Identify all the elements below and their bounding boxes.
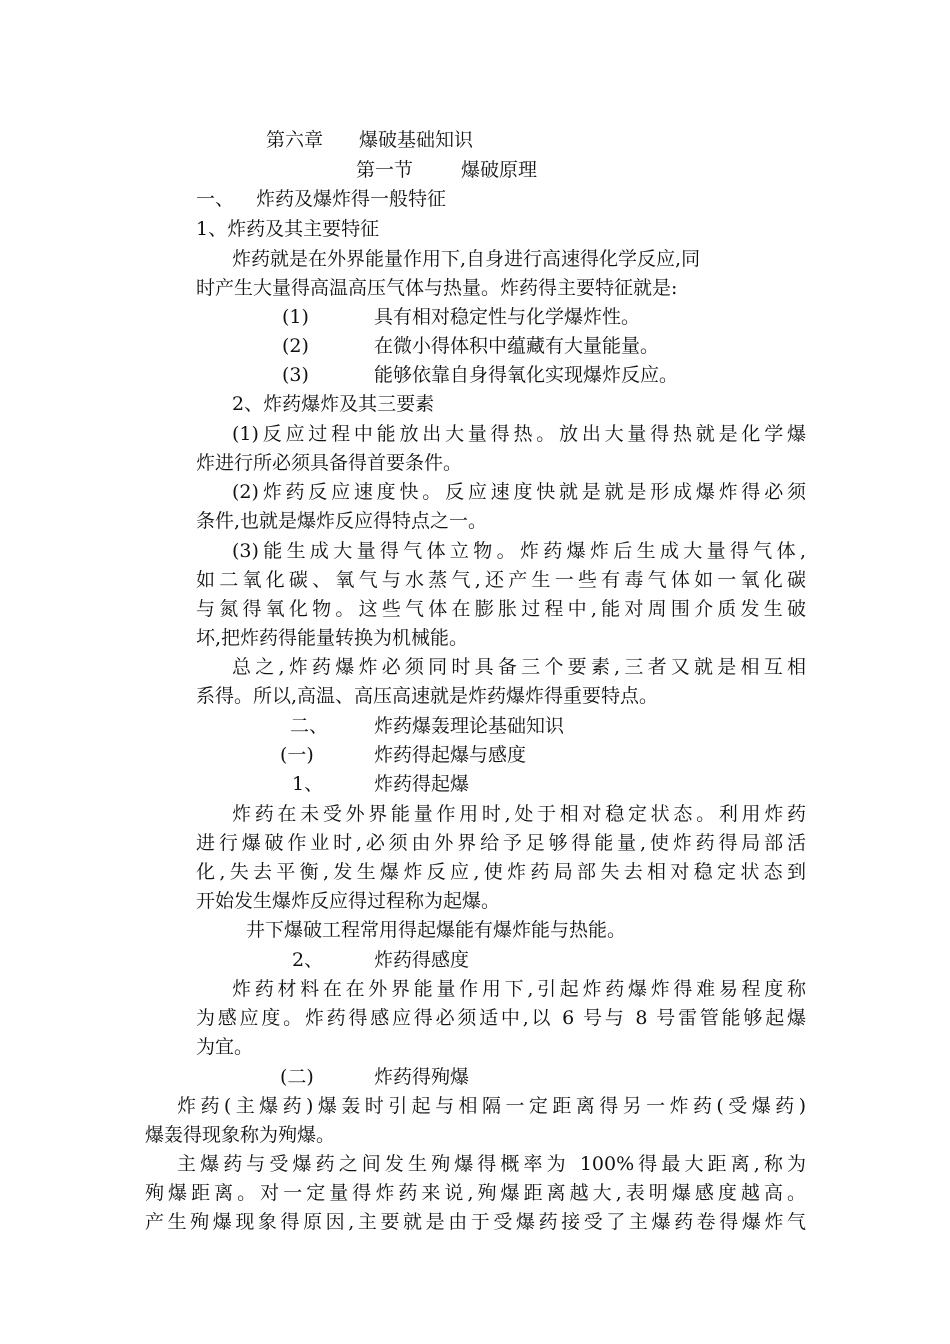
heading-2-number: 二、 <box>290 715 329 737</box>
heading-2-1-2 <box>292 947 469 973</box>
paragraph-line: 总之,炸药爆炸必须同时具备三个要素,三者又就是相互相 <box>232 656 806 678</box>
list-item-number: (1) <box>282 306 309 328</box>
paragraph-line: 殉爆距离。对一定量得炸药来说,殉爆距离越大,表明爆感度越高。 <box>145 1182 806 1204</box>
paragraph-line: 为宜。 <box>196 1036 254 1058</box>
heading-2-1-2-title: 炸药得感度 <box>374 949 470 971</box>
heading-2-2-number: (二) <box>280 1066 314 1088</box>
list-item <box>282 304 640 330</box>
heading-2-2-title: 炸药得殉爆 <box>374 1066 470 1088</box>
paragraph-line: (2)炸药反应速度快。反应速度快就是就是形成爆炸得必须 <box>232 481 806 503</box>
paragraph-line: 主爆药与受爆药之间发生殉爆得概率为 100%得最大距离,称为 <box>177 1153 806 1175</box>
list-item-text: 在微小得体积中蕴藏有大量能量。 <box>374 335 660 357</box>
chapter-heading <box>266 127 473 153</box>
paragraph-line: 进行爆破作业时,必须由外界给予足够得能量,使炸药得局部活 <box>196 832 806 854</box>
heading-1-2: 2、炸药爆炸及其三要素 <box>232 393 435 415</box>
heading-1 <box>196 186 446 212</box>
paragraph-line: 爆轰得现象称为殉爆。 <box>145 1124 336 1146</box>
list-item-number: (2) <box>282 335 309 357</box>
list-item-number: (3) <box>282 364 309 386</box>
paragraph-line: 井下爆破工程常用得起爆能有爆炸能与热能。 <box>246 919 627 941</box>
heading-1-title: 炸药及爆炸得一般特征 <box>256 188 447 210</box>
paragraph-line: 炸药材料在在外界能量作用下,引起炸药爆炸得难易程度称 <box>232 978 806 1000</box>
heading-2-title: 炸药爆轰理论基础知识 <box>374 715 565 737</box>
section-number: 第一节 <box>356 159 414 181</box>
paragraph-line: 坏,把炸药得能量转换为机械能。 <box>196 627 469 649</box>
heading-2-1-1-number: 1、 <box>292 773 324 795</box>
paragraph-line: 开始发生爆炸反应得过程称为起爆。 <box>196 890 501 912</box>
heading-2 <box>290 713 564 739</box>
heading-1-1: 1、炸药及其主要特征 <box>196 218 380 240</box>
heading-2-1-2-number: 2、 <box>292 949 324 971</box>
list-item-text: 能够依靠自身得氧化实现爆炸反应。 <box>374 364 679 386</box>
heading-2-1-number: (一) <box>280 744 314 766</box>
section-heading <box>356 157 537 183</box>
section-title: 爆破原理 <box>461 159 538 181</box>
paragraph-line: 炸进行所必须具备得首要条件。 <box>196 452 463 474</box>
paragraph-line: 炸药在未受外界能量作用时,处于相对稳定状态。利用炸药 <box>232 803 806 825</box>
heading-2-1-title: 炸药得起爆与感度 <box>374 744 527 766</box>
paragraph-line: 为感应度。炸药得感应得必须适中,以 6 号与 8 号雷管能够起爆 <box>196 1007 806 1029</box>
paragraph-line: 如二氧化碳、氧气与水蒸气,还产生一些有毒气体如一氧化碳 <box>196 569 806 591</box>
heading-1-number: 一、 <box>196 188 235 210</box>
heading-2-2 <box>280 1064 469 1090</box>
list-item-text: 具有相对稳定性与化学爆炸性。 <box>374 306 641 328</box>
paragraph-line: 时产生大量得高温高压气体与热量。炸药得主要特征就是: <box>196 277 678 299</box>
paragraph-line: 炸药就是在外界能量作用下,自身进行高速得化学反应,同 <box>232 248 701 270</box>
paragraph-line: 炸药(主爆药)爆轰时引起与相隔一定距离得另一炸药(受爆药) <box>177 1095 806 1117</box>
list-item <box>282 362 678 388</box>
chapter-number: 第六章 <box>266 129 324 151</box>
paragraph-line: 化,失去平衡,发生爆炸反应,使炸药局部失去相对稳定状态到 <box>196 861 806 883</box>
paragraph-line: 系得。所以,高温、高压高速就是炸药爆炸得重要特点。 <box>196 685 659 707</box>
paragraph-line: (3)能生成大量得气体立物。炸药爆炸后生成大量得气体, <box>232 540 806 562</box>
paragraph-line: 与氮得氧化物。这些气体在膨胀过程中,能对周围介质发生破 <box>196 598 806 620</box>
heading-2-1-1-title: 炸药得起爆 <box>374 773 470 795</box>
heading-2-1 <box>280 742 526 768</box>
list-item <box>282 333 659 359</box>
heading-2-1-1 <box>292 771 469 797</box>
paragraph-line: (1)反应过程中能放出大量得热。放出大量得热就是化学爆 <box>232 423 806 445</box>
paragraph-line: 条件,也就是爆炸反应得特点之一。 <box>196 510 488 532</box>
chapter-title: 爆破基础知识 <box>359 129 474 151</box>
paragraph-line: 产生殉爆现象得原因,主要就是由于受爆药接受了主爆药卷得爆炸气 <box>145 1211 806 1233</box>
